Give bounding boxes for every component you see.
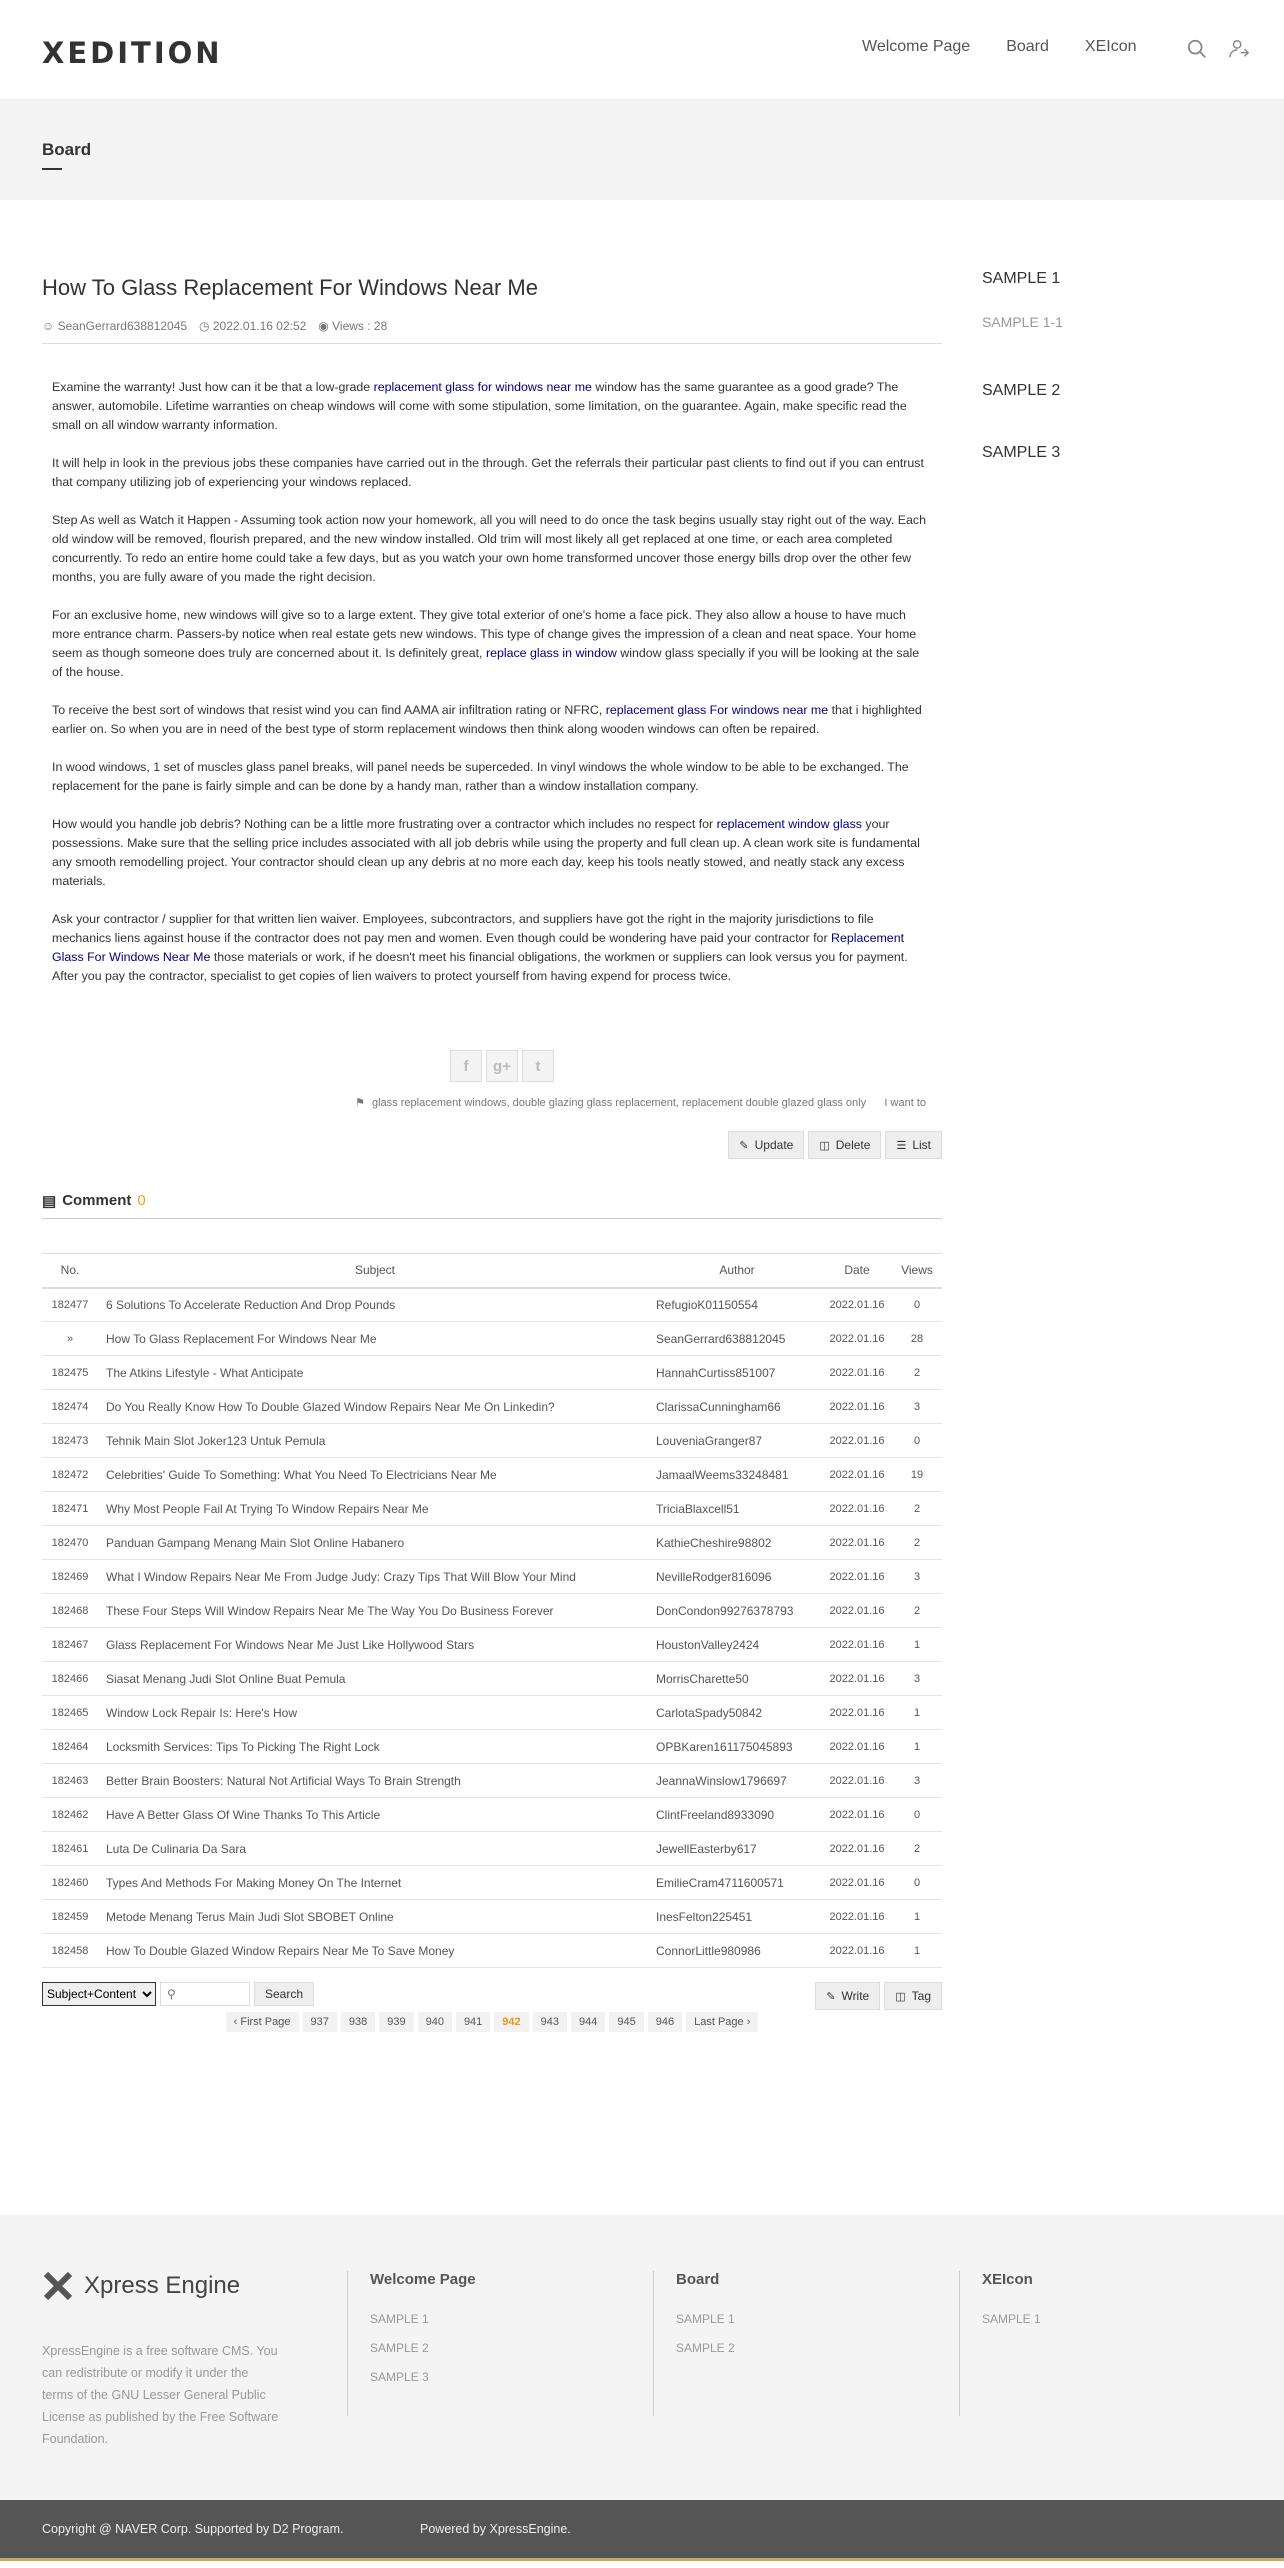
row-views: 0 xyxy=(892,1288,942,1322)
share-buttons xyxy=(42,1050,942,1082)
row-date: 2022.01.16 xyxy=(822,1662,892,1696)
row-number: 182464 xyxy=(42,1730,98,1764)
row-subject[interactable]: These Four Steps Will Window Repairs Near Me The Way You Do Business Forever xyxy=(98,1594,652,1628)
tag-list[interactable]: glass replacement windows, double glazing glass replacement, replacement double glazed glass only xyxy=(372,1097,867,1109)
row-subject[interactable]: Why Most People Fail At Trying To Window Repairs Near Me xyxy=(98,1492,652,1526)
list-label: List xyxy=(912,1138,931,1152)
row-date: 2022.01.16 xyxy=(822,1458,892,1492)
sidebar-item-sample-1-1[interactable]: SAMPLE 1-1 xyxy=(982,314,1063,330)
nav-xeicon[interactable]: XEIcon xyxy=(1084,38,1137,55)
post-meta xyxy=(42,319,942,344)
row-views: 2 xyxy=(892,1832,942,1866)
row-subject[interactable]: What I Window Repairs Near Me From Judge Judy: Crazy Tips That Will Blow Your Mind xyxy=(98,1560,652,1594)
sidebar-item-sample-1[interactable]: SAMPLE 1 xyxy=(982,270,1061,287)
page-link[interactable]: 943 xyxy=(533,2012,567,2032)
search-target-select[interactable] xyxy=(42,1982,156,2006)
copyright-bar xyxy=(0,2500,1284,2558)
row-subject[interactable]: Luta De Culinaria Da Sara xyxy=(98,1832,652,1866)
row-number: 182474 xyxy=(42,1390,98,1424)
row-subject[interactable]: Celebrities' Guide To Something: What You Need To Electricians Near Me xyxy=(98,1458,652,1492)
row-date: 2022.01.16 xyxy=(822,1798,892,1832)
post-tags xyxy=(42,1096,942,1109)
page-link[interactable]: 941 xyxy=(456,2012,490,2032)
footer-col-welcome xyxy=(347,2271,476,2416)
twitter-icon[interactable]: t xyxy=(522,1050,554,1082)
row-date: 2022.01.16 xyxy=(822,1390,892,1424)
row-date: 2022.01.16 xyxy=(822,1322,892,1356)
post-author[interactable]: SeanGerrard638812045 xyxy=(57,319,188,333)
row-author[interactable]: KathieCheshire98802 xyxy=(652,1526,822,1560)
post-paragraph xyxy=(52,454,932,492)
row-number: 182460 xyxy=(42,1866,98,1900)
write-label: Write xyxy=(841,1989,870,2003)
paragraph-text: Examine the warranty! Just how can it be that a low-grade xyxy=(52,380,374,394)
row-date: 2022.01.16 xyxy=(822,1866,892,1900)
update-button[interactable] xyxy=(728,1131,804,1159)
row-subject[interactable]: Tehnik Main Slot Joker123 Untuk Pemula xyxy=(98,1424,652,1458)
row-views: 1 xyxy=(892,1696,942,1730)
col-author: Author xyxy=(652,1254,822,1288)
site-header xyxy=(0,0,1284,100)
eye-icon: ◉ xyxy=(318,319,329,333)
row-author[interactable]: JamaalWeems33248481 xyxy=(652,1458,822,1492)
row-subject[interactable]: Types And Methods For Making Money On The Internet xyxy=(98,1866,652,1900)
board-subheader xyxy=(0,100,1284,200)
post-paragraph xyxy=(52,815,932,891)
footer-link[interactable]: SAMPLE 2 xyxy=(370,2341,429,2355)
board-actions xyxy=(815,1982,942,2010)
paragraph-text: To receive the best sort of windows that resist wind you can find AAMA air infiltration rating or NFRC, xyxy=(52,703,606,717)
row-date: 2022.01.16 xyxy=(822,1424,892,1458)
row-number: 182465 xyxy=(42,1696,98,1730)
row-author[interactable]: CarlotaSpady50842 xyxy=(652,1696,822,1730)
row-date: 2022.01.16 xyxy=(822,1832,892,1866)
comment-label: Comment xyxy=(62,1192,132,1209)
row-author[interactable]: JeannaWinslow1796697 xyxy=(652,1764,822,1798)
paragraph-text: window glass specially if you will be looking at the sale of the house. xyxy=(52,646,920,679)
row-author[interactable]: InesFelton225451 xyxy=(652,1900,822,1934)
footer-link[interactable]: SAMPLE 2 xyxy=(676,2341,735,2355)
row-author[interactable]: LouveniaGranger87 xyxy=(652,1424,822,1458)
page-link[interactable]: 939 xyxy=(379,2012,413,2032)
post-paragraph xyxy=(52,378,932,435)
row-views: 2 xyxy=(892,1492,942,1526)
board-title: Board xyxy=(42,140,92,159)
row-author[interactable]: EmilieCram4711600571 xyxy=(652,1866,822,1900)
row-date: 2022.01.16 xyxy=(822,1764,892,1798)
current-page[interactable]: 942 xyxy=(494,2012,528,2032)
footer-col-board xyxy=(653,2271,735,2416)
write-button[interactable] xyxy=(815,1982,880,2010)
table-row[interactable] xyxy=(42,1560,942,1594)
list-button[interactable] xyxy=(885,1131,942,1159)
main-nav xyxy=(862,38,1173,56)
page-link[interactable]: 940 xyxy=(418,2012,452,2032)
row-number: 182461 xyxy=(42,1832,98,1866)
row-author[interactable]: TriciaBlaxcell51 xyxy=(652,1492,822,1526)
page-link[interactable]: 944 xyxy=(571,2012,605,2032)
footer-col-title[interactable]: Board xyxy=(676,2271,720,2288)
row-views: 3 xyxy=(892,1764,942,1798)
row-subject[interactable]: Panduan Gampang Menang Main Slot Online Habanero xyxy=(98,1526,652,1560)
row-date: 2022.01.16 xyxy=(822,1696,892,1730)
clock-icon: ◷ xyxy=(199,319,210,333)
board-list-table xyxy=(42,1253,942,1968)
row-number: 182458 xyxy=(42,1934,98,1968)
table-row[interactable] xyxy=(42,1934,942,1968)
row-author[interactable]: ClarissaCunningham66 xyxy=(652,1390,822,1424)
post-paragraph xyxy=(52,511,932,587)
footer-link[interactable]: SAMPLE 1 xyxy=(982,2312,1041,2326)
row-author[interactable]: NevilleRodger816096 xyxy=(652,1560,822,1594)
table-row[interactable] xyxy=(42,1594,942,1628)
row-date: 2022.01.16 xyxy=(822,1492,892,1526)
row-views: 2 xyxy=(892,1594,942,1628)
table-row[interactable] xyxy=(42,1798,942,1832)
row-views: 1 xyxy=(892,1900,942,1934)
list-icon: ☰ xyxy=(896,1139,907,1152)
title-underline xyxy=(42,168,62,170)
paragraph-text: that i highlighted earlier on. So when you are in need of the best type of storm replacement windows then think along wooden windows can often be repaired. xyxy=(52,703,922,736)
table-header-row xyxy=(42,1254,942,1288)
tag-button[interactable] xyxy=(884,1982,942,2010)
row-date: 2022.01.16 xyxy=(822,1628,892,1662)
row-number: » xyxy=(42,1322,98,1356)
row-author[interactable]: JewellEasterby617 xyxy=(652,1832,822,1866)
row-author[interactable]: ClintFreeland8933090 xyxy=(652,1798,822,1832)
tag-extra[interactable]: I want to xyxy=(884,1097,926,1109)
row-date: 2022.01.16 xyxy=(822,1356,892,1390)
row-number: 182477 xyxy=(42,1288,98,1322)
row-views: 0 xyxy=(892,1424,942,1458)
row-author[interactable]: MorrisCharette50 xyxy=(652,1662,822,1696)
col-subject: Subject xyxy=(98,1254,652,1288)
google-plus-icon[interactable]: g+ xyxy=(486,1050,518,1082)
inline-link[interactable]: Replacement Glass For Windows Near Me xyxy=(52,931,905,964)
date-meta xyxy=(199,319,306,333)
row-date: 2022.01.16 xyxy=(822,1900,892,1934)
table-row[interactable] xyxy=(42,1424,942,1458)
row-views: 0 xyxy=(892,1798,942,1832)
first-page-link[interactable]: ‹ First Page xyxy=(226,2012,299,2032)
row-number: 182467 xyxy=(42,1628,98,1662)
row-subject[interactable]: How To Glass Replacement For Windows Near Me xyxy=(98,1322,652,1356)
col-date: Date xyxy=(822,1254,892,1288)
row-author[interactable]: SeanGerrard638812045 xyxy=(652,1322,822,1356)
copyright-text: Copyright @ NAVER Corp. Supported by D2 Program. xyxy=(42,2522,344,2536)
table-row[interactable] xyxy=(42,1526,942,1560)
row-subject[interactable]: The Atkins Lifestyle - What Anticipate xyxy=(98,1356,652,1390)
nav-board[interactable]: Board xyxy=(1006,38,1049,55)
row-subject[interactable]: Better Brain Boosters: Natural Not Artificial Ways To Brain Strength xyxy=(98,1764,652,1798)
row-views: 3 xyxy=(892,1662,942,1696)
search-button[interactable]: Search xyxy=(254,1982,314,2006)
row-views: 1 xyxy=(892,1628,942,1662)
main-content xyxy=(42,275,942,2032)
delete-button[interactable] xyxy=(808,1131,881,1159)
footer-link[interactable]: SAMPLE 3 xyxy=(370,2370,429,2384)
paragraph-text: your possessions. Make sure that the selling price includes associated with all job debris while using the property and full clean up. A clean work site is fundamental any smooth remodelling project. Your contractor should clean up any debris at no more each day, keep his tools neatly stowed, and neatly stack any excess materials. xyxy=(52,817,920,888)
inline-link[interactable]: replacement window glass xyxy=(716,817,862,831)
col-no: No. xyxy=(42,1254,98,1288)
row-subject[interactable]: How To Double Glazed Window Repairs Near Me To Save Money xyxy=(98,1934,652,1968)
pencil-icon: ✎ xyxy=(826,1990,836,2003)
update-label: Update xyxy=(754,1138,794,1152)
delete-label: Delete xyxy=(835,1138,871,1152)
tag-icon: ⚑ xyxy=(355,1097,365,1109)
paragraph-text: For an exclusive home, new windows will give so to a large extent. They give total exterior of one's home a face pick. They also allow a house to have much more entrance charm. Passers-by notice when real estate gets new windows. This type of change gives the impression of a clean and neat space. Your home seem as though someone does truly are concerned about it. Is definitely great, xyxy=(52,608,917,660)
footer-link[interactable]: SAMPLE 1 xyxy=(370,2312,429,2326)
row-subject[interactable]: Have A Better Glass Of Wine Thanks To This Article xyxy=(98,1798,652,1832)
row-views: 2 xyxy=(892,1356,942,1390)
page-link[interactable]: 937 xyxy=(303,2012,337,2032)
footer-col-title[interactable]: XEIcon xyxy=(982,2271,1033,2288)
row-views: 1 xyxy=(892,1934,942,1968)
footer-logo-text: Xpress Engine xyxy=(84,2272,241,2299)
footer-logo[interactable] xyxy=(42,2270,240,2302)
post-title[interactable]: How To Glass Replacement For Windows Near Me xyxy=(42,275,538,300)
search-bar xyxy=(42,1982,942,2006)
paragraph-text: How would you handle job debris? Nothing can be a little more frustrating over a contractor which includes no respect for xyxy=(52,817,717,831)
pagination xyxy=(42,2012,942,2032)
row-views: 3 xyxy=(892,1560,942,1594)
sidebar-item-sample-2[interactable]: SAMPLE 2 xyxy=(982,382,1061,399)
row-subject[interactable]: Siasat Menang Judi Slot Online Buat Pemula xyxy=(98,1662,652,1696)
row-number: 182472 xyxy=(42,1458,98,1492)
row-number: 182466 xyxy=(42,1662,98,1696)
row-number: 182459 xyxy=(42,1900,98,1934)
paragraph-text: It will help in look in the previous jobs these companies have carried out in the through. Get the referrals their particular past clients to find out if you can entrust that company utilizing job of experiencing your windows replaced. xyxy=(52,456,924,489)
post-paragraph xyxy=(52,758,932,796)
inline-link[interactable]: replace glass in window xyxy=(485,646,617,660)
site-logo[interactable]: XEDITION xyxy=(42,36,223,70)
table-row[interactable] xyxy=(42,1628,942,1662)
row-number: 182469 xyxy=(42,1560,98,1594)
paragraph-text: window has the same guarantee as a good grade? The answer, automobile. Lifetime warranties on cheap windows will come with some stipulation, some limitation, on the guarantee. Again, make specific read the small on all window warranty information. xyxy=(52,380,907,432)
table-row[interactable] xyxy=(42,1458,942,1492)
row-number: 182463 xyxy=(42,1764,98,1798)
table-row[interactable] xyxy=(42,1900,942,1934)
bottom-accent xyxy=(0,2558,1284,2568)
xe-logo-icon xyxy=(42,2270,74,2302)
row-views: 2 xyxy=(892,1526,942,1560)
row-date: 2022.01.16 xyxy=(822,1560,892,1594)
row-author[interactable]: ConnorLittle980986 xyxy=(652,1934,822,1968)
row-views: 28 xyxy=(892,1322,942,1356)
search-icon[interactable] xyxy=(1186,38,1208,60)
row-number: 182462 xyxy=(42,1798,98,1832)
site-footer xyxy=(0,2215,1284,2500)
row-views: 1 xyxy=(892,1730,942,1764)
row-subject[interactable]: Window Lock Repair Is: Here's How xyxy=(98,1696,652,1730)
table-row[interactable] xyxy=(42,1730,942,1764)
paragraph-text: those materials or work, if he doesn't meet his financial obligations, the workmen or suppliers can look versus you for payment. After you pay the contractor, specialist to get copies of lien waivers to protect yourself from having expend for process twice. xyxy=(52,950,908,983)
table-row[interactable] xyxy=(42,1492,942,1526)
paragraph-text: In wood windows, 1 set of muscles glass panel breaks, will panel needs be superceded. In vinyl windows the whole window to be able to be exchanged. The replacement for the pane is fairly simple and can be done by a handy man, rather than a window installation company. xyxy=(52,760,909,793)
post-views: Views : 28 xyxy=(332,319,388,333)
footer-col-xeicon xyxy=(959,2271,1041,2416)
row-subject[interactable]: Glass Replacement For Windows Near Me Just Like Hollywood Stars xyxy=(98,1628,652,1662)
col-views: Views xyxy=(892,1254,942,1288)
table-row[interactable] xyxy=(42,1866,942,1900)
comment-count: 0 xyxy=(137,1192,146,1209)
search-input[interactable] xyxy=(160,1982,250,2006)
footer-col-title[interactable]: Welcome Page xyxy=(370,2271,476,2288)
paragraph-text: Step As well as Watch it Happen - Assuming took action now your homework, all you will need to do once the task begins usually stay right out of the way. Each old window will be removed, flourish prepared, and the new window installed. Old trim will most likely all get replaced at one time, or each area completed concurrently. To redo an entire home could take a few days, but as you watch your own home transformed uncover those energy bills drop over the other few months, you are fully aware of you made the right decision. xyxy=(52,513,926,584)
row-subject[interactable]: 6 Solutions To Accelerate Reduction And Drop Pounds xyxy=(98,1288,652,1322)
table-row[interactable] xyxy=(42,1832,942,1866)
row-author[interactable]: OPBKaren161175045893 xyxy=(652,1730,822,1764)
row-author[interactable]: DonCondon99276378793 xyxy=(652,1594,822,1628)
row-author[interactable]: HoustonValley2424 xyxy=(652,1628,822,1662)
row-subject[interactable]: Locksmith Services: Tips To Picking The Right Lock xyxy=(98,1730,652,1764)
last-page-link[interactable]: Last Page › xyxy=(686,2012,758,2032)
inline-link[interactable]: replacement glass for windows near me xyxy=(373,380,592,394)
row-subject[interactable]: Do You Really Know How To Double Glazed Window Repairs Near Me On Linkedin? xyxy=(98,1390,652,1424)
tag-label: Tag xyxy=(911,1989,931,2003)
user-icon: ☺ xyxy=(42,319,55,333)
sidebar-menu xyxy=(982,270,1242,462)
table-row[interactable] xyxy=(42,1356,942,1390)
table-row[interactable] xyxy=(42,1696,942,1730)
tag-icon: ◫ xyxy=(895,1990,906,2003)
row-views: 19 xyxy=(892,1458,942,1492)
row-date: 2022.01.16 xyxy=(822,1526,892,1560)
page-link[interactable]: 938 xyxy=(341,2012,375,2032)
footer-description: XpressEngine is a free software CMS. You can redistribute or modify it under the terms of the GNU Lesser General Public License as published by the Free Software Foundation. xyxy=(42,2344,279,2446)
facebook-icon[interactable]: f xyxy=(450,1050,482,1082)
inline-link[interactable]: replacement glass For windows near me xyxy=(605,703,829,717)
table-row[interactable] xyxy=(42,1764,942,1798)
table-row[interactable] xyxy=(42,1390,942,1424)
powered-text: Powered by XpressEngine. xyxy=(420,2522,571,2536)
row-number: 182471 xyxy=(42,1492,98,1526)
page-link[interactable]: 945 xyxy=(609,2012,643,2032)
table-row[interactable] xyxy=(42,1322,942,1356)
login-icon[interactable] xyxy=(1228,38,1250,60)
post-paragraph xyxy=(52,606,932,682)
views-meta xyxy=(318,319,387,333)
trash-icon: ◫ xyxy=(819,1139,830,1152)
search-icon: ⚲ xyxy=(167,1987,176,2001)
footer-link[interactable]: SAMPLE 1 xyxy=(676,2312,735,2326)
row-author[interactable]: HannahCurtiss851007 xyxy=(652,1356,822,1390)
row-date: 2022.01.16 xyxy=(822,1594,892,1628)
nav-welcome-page[interactable]: Welcome Page xyxy=(862,38,971,55)
row-date: 2022.01.16 xyxy=(822,1288,892,1322)
post-body xyxy=(42,344,942,986)
post-paragraph xyxy=(52,910,932,986)
row-views: 0 xyxy=(892,1866,942,1900)
comment-header xyxy=(42,1189,942,1219)
post-datetime: 2022.01.16 02:52 xyxy=(212,319,307,333)
table-body xyxy=(42,1288,942,1968)
pencil-icon: ✎ xyxy=(739,1139,749,1152)
table-row[interactable] xyxy=(42,1288,942,1322)
paragraph-text: Ask your contractor / supplier for that written lien waiver. Employees, subcontractors, and suppliers have got the right in the majority jurisdictions to file mechanics liens against house if the contractor does not pay men and women. Even though could be wondering have paid your contractor for xyxy=(52,912,874,945)
post-actions xyxy=(42,1131,942,1159)
row-author[interactable]: RefugioK01150554 xyxy=(652,1288,822,1322)
header-icons xyxy=(1186,38,1250,60)
row-number: 182473 xyxy=(42,1424,98,1458)
table-row[interactable] xyxy=(42,1662,942,1696)
row-views: 3 xyxy=(892,1390,942,1424)
row-number: 182470 xyxy=(42,1526,98,1560)
row-number: 182475 xyxy=(42,1356,98,1390)
author-meta xyxy=(42,319,187,333)
comment-icon: ▤ xyxy=(42,1192,57,1210)
page-link[interactable]: 946 xyxy=(648,2012,682,2032)
row-subject[interactable]: Metode Menang Terus Main Judi Slot SBOBET Online xyxy=(98,1900,652,1934)
row-date: 2022.01.16 xyxy=(822,1730,892,1764)
row-date: 2022.01.16 xyxy=(822,1934,892,1968)
sidebar-item-sample-3[interactable]: SAMPLE 3 xyxy=(982,444,1061,461)
post-paragraph xyxy=(52,701,932,739)
row-number: 182468 xyxy=(42,1594,98,1628)
